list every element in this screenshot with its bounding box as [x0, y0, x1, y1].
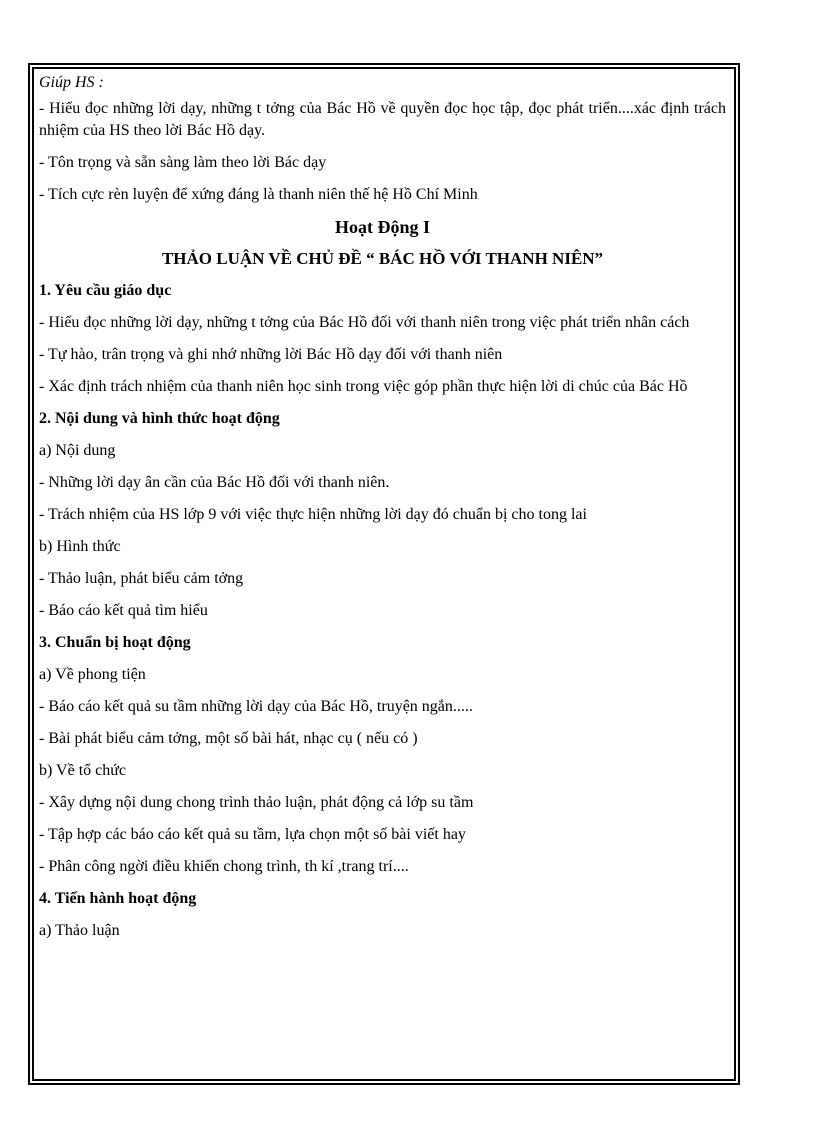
section-line: - Những lời dạy ân cần của Bác Hồ đối với thanh niên. — [39, 474, 390, 491]
section-line: a) Về phong tiện — [39, 666, 146, 683]
section-line: - Xây dựng nội dung chong trình thảo luận, phát động cả lớp su tầm — [39, 794, 474, 811]
section-heading: 2. Nội dung và hình thức hoạt động — [39, 410, 280, 427]
document-body — [39, 72, 726, 952]
section-heading: 3. Chuẩn bị hoạt động — [39, 634, 191, 651]
section-line: - Tập hợp các báo cáo kết quả su tầm, lựa chọn một số bài viết hay — [39, 826, 466, 843]
section-line: b) Về tổ chức — [39, 762, 127, 779]
intro-label: Giúp HS : — [39, 74, 104, 91]
section-line: - Báo cáo kết quả tìm hiểu — [39, 602, 208, 619]
section-line: - Xác định trách nhiệm của thanh niên học sinh trong việc góp phần thực hiện lời di chúc của Bác Hồ — [39, 378, 688, 395]
goal-line: - Tích cực rèn luyện để xứng đáng là thanh niên thế hệ Hồ Chí Minh — [39, 186, 478, 203]
section-line: - Báo cáo kết quả su tầm những lời dạy của Bác Hồ, truyện ngắn..... — [39, 698, 473, 715]
activity-subtitle: THẢO LUẬN VỀ CHỦ ĐỀ “ BÁC HỒ VỚI THANH NIÊN” — [161, 249, 604, 268]
section-line: - Tự hào, trân trọng và ghi nhớ những lời Bác Hồ dạy đối với thanh niên — [39, 346, 503, 363]
section-heading: 1. Yêu cầu giáo dục — [39, 282, 172, 299]
section-line: - Phân công ngời điều khiển chong trình, th kí ,trang trí.... — [39, 858, 409, 875]
section-line: - Thảo luận, phát biểu cảm tởng — [39, 570, 244, 587]
section-line: a) Thảo luận — [39, 922, 120, 939]
goal-line: - Hiểu đọc những lời dạy, những t tởng của Bác Hồ về quyền đọc học tập, đọc phát triển....xác định trách nhiệm của HS theo lời Bác Hồ dạy. — [39, 100, 726, 139]
section-line: - Bài phát biểu cảm tởng, một số bài hát, nhạc cụ ( nếu có ) — [39, 730, 418, 747]
section-line: - Trách nhiệm của HS lớp 9 với việc thực hiện những lời dạy đó chuẩn bị cho tong lai — [39, 506, 587, 523]
section-line: b) Hình thức — [39, 538, 121, 555]
activity-title: Hoạt Động I — [334, 217, 430, 237]
section-heading: 4. Tiến hành hoạt động — [39, 890, 197, 907]
section-line: - Hiểu đọc những lời dạy, những t tởng của Bác Hồ đối với thanh niên trong việc phát triển nhân cách — [39, 314, 690, 331]
goal-line: - Tôn trọng và sẵn sàng làm theo lời Bác dạy — [39, 154, 327, 171]
section-line: a) Nội dung — [39, 442, 116, 459]
